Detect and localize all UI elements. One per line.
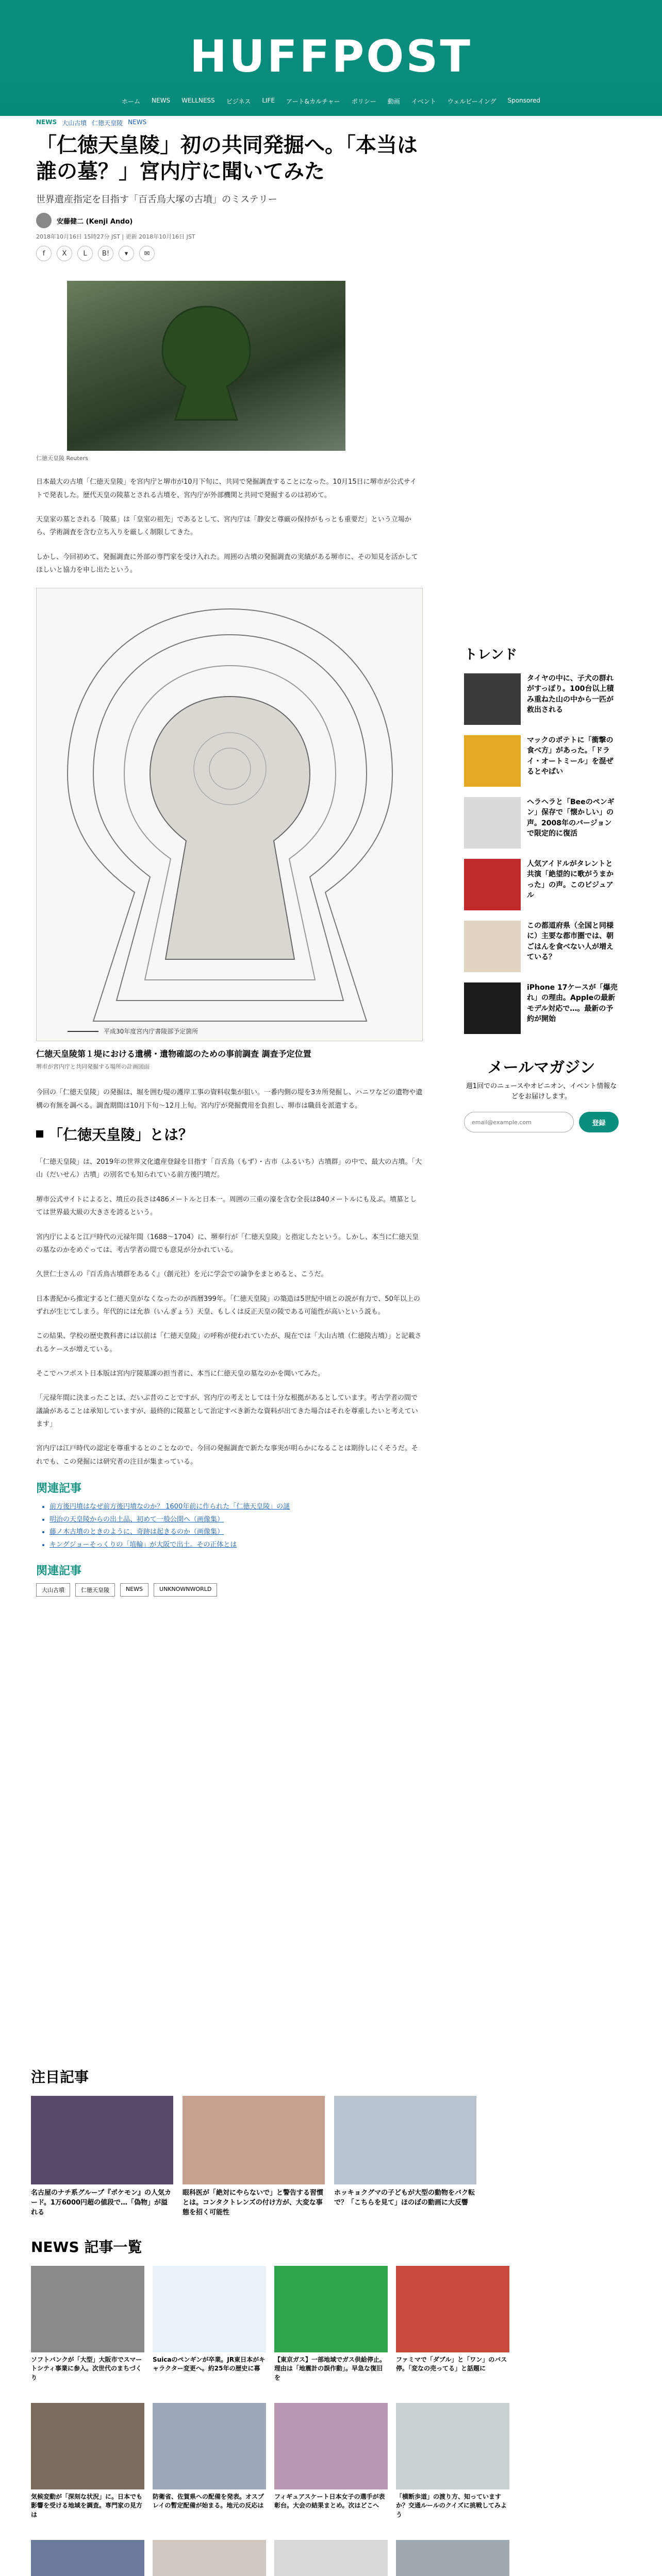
- trend-list: [464, 673, 619, 1034]
- news-card[interactable]: [396, 2540, 509, 2576]
- trend-title[interactable]: マックのポテトに「衝撃の食べ方」があった。「ドライ・オートミール」を混ぜるとやばい: [527, 736, 614, 776]
- nav-item[interactable]: LIFE: [262, 97, 275, 104]
- photo-caption: 仁徳天皇陵 Reuters: [36, 455, 88, 462]
- paragraph: 宮内庁によると江戸時代の元禄年間（1688〜1704）に、堺奉行が「仁徳天皇陵」と指定したという。しかし、本当に仁徳天皇の墓なのかをめぐっては、考古学者の間でも意見が分かれている。: [36, 1233, 419, 1254]
- news-title[interactable]: ファミマで「ダブル」と「ワン」のバス停。「変なの売ってる」と話題に: [396, 2356, 507, 2372]
- news-title[interactable]: 防衛省、佐賀県への配備を発表。オスプレイの暫定配備が始まる。地元の反応は: [153, 2493, 264, 2510]
- hatena-icon[interactable]: B!: [98, 246, 113, 261]
- featured-title[interactable]: 眼科医が「絶対にやらないで」と警告する習慣とは。コンタクトレンズの付け方が、大変な事態を招く可能性: [183, 2189, 324, 2216]
- crumb[interactable]: 大山古墳: [62, 120, 87, 127]
- crumb[interactable]: NEWS: [128, 118, 147, 126]
- news-card[interactable]: [153, 2266, 266, 2392]
- news-title[interactable]: [518, 2493, 631, 2529]
- newsletter-heading: メールマガジン: [487, 1059, 595, 1077]
- featured-card[interactable]: [31, 2096, 173, 2218]
- trend-title[interactable]: タイヤの中に、子犬の群れがすっぽり。100台以上積み重ねた山の中から一匹が救出される: [527, 674, 614, 714]
- paragraph: この結果、学校の歴史教科書には以前は「仁徳天皇陵」の呼称が使われていたが、現在では「大山古墳（仁徳陵古墳）」と記載されるケースが増えている。: [36, 1332, 422, 1353]
- article-subtitle: 世界遺産指定を目指す「百舌鳥大塚の古墳」のミステリー: [36, 194, 277, 206]
- newsletter-form: [464, 1112, 619, 1132]
- breadcrumb: [36, 118, 423, 127]
- crumb[interactable]: 仁徳天皇陵: [92, 120, 123, 127]
- news-grid: [31, 2266, 631, 2576]
- news-image[interactable]: [31, 2403, 144, 2489]
- featured-heading: 注目記事: [31, 2069, 89, 2086]
- news-title[interactable]: ソフトバンクが「大型」大阪市でスマートシティ事業に参入。次世代のまちづくり: [31, 2356, 142, 2381]
- featured-section: [31, 2066, 631, 2218]
- tags-heading: 関連記事: [36, 1564, 82, 1578]
- news-card[interactable]: [31, 2266, 144, 2392]
- featured-image[interactable]: [486, 2096, 628, 2184]
- tag[interactable]: NEWS: [120, 1583, 148, 1597]
- drawing-caption: 仁徳天皇陵第１堤における遺構・遺物確認のための事前調査 調査予定位置: [36, 1049, 311, 1059]
- news-image[interactable]: [396, 2540, 509, 2576]
- news-image[interactable]: [274, 2403, 388, 2489]
- news-image[interactable]: [518, 2403, 631, 2489]
- article-main: [36, 118, 423, 1614]
- featured-card[interactable]: [334, 2096, 476, 2218]
- mail-icon[interactable]: ✉: [139, 246, 155, 261]
- nav-item[interactable]: ウェルビーイング: [447, 98, 496, 105]
- news-card[interactable]: [518, 2403, 631, 2529]
- author-name[interactable]: 安藤健二 (Kenji Ando): [57, 217, 133, 226]
- tag[interactable]: UNKNOWNWORLD: [154, 1583, 217, 1597]
- paragraph: 宮内庁は江戸時代の認定を尊重するとのことなので、今回の発掘調査で新たな事実が明らかになることは期待しにくそうだ。それでも、この発掘には研究者の注目が集まっている。: [36, 1445, 418, 1466]
- related-heading: 関連記事: [36, 1482, 82, 1495]
- drawing-credit: 堺市が宮内庁と共同発掘する場所の計画図面: [36, 1063, 150, 1071]
- news-image[interactable]: [31, 2266, 144, 2352]
- paragraph: 「仁徳天皇陵」は、2019年の世界文化遺産登録を目指す「百舌鳥（もず）・古市（ふるいち）古墳群」の中で、最大の古墳。「大山（だいせん）古墳」の別名でも知られている前方後円墳だ。: [36, 1158, 422, 1179]
- news-card[interactable]: [396, 2266, 509, 2392]
- paragraph: そこでハフポスト日本版は宮内庁陵墓課の担当者に、本当に仁徳天皇の墓なのかを聞いてみた。: [36, 1369, 325, 1378]
- pocket-icon[interactable]: ▾: [119, 246, 134, 261]
- trend-thumbnail[interactable]: [464, 982, 521, 1034]
- paragraph: 堺市公式サイトによると、墳丘の長さは486メートルと日本一。周囲の三重の濠を含む全長は840メートルにも及ぶ。墳墓としては世界最大級の大きさを誇るという。: [36, 1195, 417, 1217]
- trend-thumbnail[interactable]: [464, 921, 521, 972]
- news-image[interactable]: [31, 2540, 144, 2576]
- tag[interactable]: 大山古墳: [36, 1583, 70, 1597]
- nav-item[interactable]: ホーム: [122, 98, 141, 105]
- share-bar: [36, 246, 423, 261]
- subscribe-button[interactable]: 登録: [579, 1112, 619, 1132]
- news-heading: NEWS 記事一覧: [31, 2239, 142, 2256]
- news-image[interactable]: [396, 2403, 509, 2489]
- tag[interactable]: 仁徳天皇陵: [75, 1583, 115, 1597]
- trend-title[interactable]: 人気アイドルがタレントと共演「絶望的に歌がうまかった」の声。このビジュアル: [527, 860, 614, 900]
- trend-item[interactable]: [464, 859, 619, 910]
- tag-list: [36, 1583, 423, 1597]
- x-icon[interactable]: X: [57, 246, 72, 261]
- trend-item[interactable]: [464, 797, 619, 849]
- newsletter-description: 週1回でのニュースやオピニオン、イベント情報などをお届けします。: [466, 1082, 617, 1100]
- nav-item[interactable]: イベント: [411, 98, 436, 105]
- featured-grid: [31, 2096, 631, 2218]
- survey-drawing: [36, 588, 423, 1041]
- news-card[interactable]: [274, 2403, 388, 2529]
- keyhole-plan-drawing: [37, 588, 423, 1042]
- news-card[interactable]: [153, 2540, 266, 2576]
- nav-item[interactable]: WELLNESS: [181, 97, 215, 104]
- article-dates: 2018年10月16日 15時27分 JST | 更新 2018年10月16日 JST: [36, 233, 195, 241]
- news-image[interactable]: [153, 2540, 266, 2576]
- keyhole-mound-image: [155, 301, 258, 425]
- byline: [36, 213, 423, 228]
- news-title[interactable]: [518, 2355, 631, 2392]
- trend-heading: トレンド: [464, 647, 518, 663]
- line-icon[interactable]: L: [77, 246, 93, 261]
- featured-image[interactable]: [334, 2096, 476, 2184]
- paragraph: 日本書紀から推定すると仁徳天皇がなくなったのが西暦399年。「仁徳天皇陵」の築造は5世紀中頃との説が有力で、50年以上のずれが生じてしまう。年代的には允恭（いんぎょう）天皇、もしくは反正天皇の陵である可能性が高いという説も。: [36, 1295, 420, 1316]
- trend-item[interactable]: [464, 673, 619, 725]
- trend-title[interactable]: iPhone 17ケースが「爆売れ」の理由。Appleの最新モデル対応で…。最新の予約が開始: [527, 984, 618, 1023]
- news-title[interactable]: 【東京ガス】一部地域でガス供給停止。理由は「地震計の誤作動」。早急な復旧を: [274, 2356, 386, 2381]
- facebook-icon[interactable]: f: [36, 246, 52, 261]
- paragraph: 「元禄年間に決まったことは、だいぶ昔のことですが、宮内庁の考えとしては十分な根拠があるとしています。考古学者の間で議論があることは承知していますが、最終的に陵墓として治定すべき新たな資料が出てきた場合はそれを尊重したいと考えています」: [36, 1394, 418, 1428]
- section-heading: 「仁徳天皇陵」とは？: [36, 1124, 423, 1144]
- crumb[interactable]: NEWS: [36, 118, 57, 126]
- nav-item[interactable]: ビジネス: [226, 98, 251, 105]
- drawing-legend: 平成30年度宮内庁書陵部予定箇所: [104, 1028, 198, 1036]
- aerial-photo: [67, 281, 345, 451]
- news-card[interactable]: [31, 2403, 144, 2529]
- article-title: 「仁徳天皇陵」初の共同発掘へ。「本当は誰の墓？」宮内庁に聞いてみた: [36, 133, 418, 184]
- trend-thumbnail[interactable]: [464, 673, 521, 725]
- news-title[interactable]: Suicaのペンギンが卒業。JR東日本がキャラクター変更へ。約25年の歴史に幕: [153, 2356, 266, 2372]
- sidebar: [464, 644, 619, 1132]
- news-title[interactable]: フィギュアスケート日本女子の選手が表彰台。大会の結果まとめ。次はどこへ: [274, 2493, 385, 2510]
- featured-image[interactable]: [31, 2096, 173, 2184]
- related-list: [36, 1501, 423, 1552]
- paragraph: 天皇家の墓とされる「陵墓」は「皇室の祖先」であるとして、宮内庁は「静安と尊厳の保持がもっとも重要だ」という立場から、学術調査を含む立ち入りを厳しく制限してきた。: [36, 516, 411, 537]
- paragraph: 日本最大の古墳「仁徳天皇陵」を宮内庁と堺市が10月下旬に、共同で発掘調査することになった。10月15日に堺市が公式サイトで発表した。歴代天皇の陵墓とされる古墳を、宮内庁が外部機関と共同で発掘するのは初めて。: [36, 478, 417, 499]
- trend-thumbnail[interactable]: [464, 797, 521, 849]
- news-card[interactable]: [31, 2540, 144, 2576]
- trend-item[interactable]: [464, 735, 619, 787]
- trend-item[interactable]: [464, 921, 619, 972]
- related-link[interactable]: • 明治の天皇陵からの出土品、初めて一般公開へ（画像集）: [49, 1514, 423, 1527]
- trend-item[interactable]: [464, 982, 619, 1034]
- trend-thumbnail[interactable]: [464, 859, 521, 910]
- featured-card[interactable]: [183, 2096, 325, 2218]
- related-link[interactable]: • 藤ノ木古墳のときのように、奇跡は起きるのか（画像集）: [49, 1526, 423, 1539]
- news-image[interactable]: [396, 2266, 509, 2352]
- trend-thumbnail[interactable]: [464, 735, 521, 787]
- nav-item[interactable]: アート&カルチャー: [286, 98, 340, 105]
- featured-title[interactable]: 名古屋のナチ系グループ『ポケモン』の人気カード。1万6000円超の値段で…「偽物」が溢れる: [31, 2189, 171, 2216]
- paragraph: しかし、今回初めて、発掘調査に外部の専門家を受け入れた。周囲の古墳の発掘調査の実績がある堺市に、その知見を活かしてほしいと協力を申し出たという。: [36, 553, 418, 574]
- news-card[interactable]: [274, 2266, 388, 2392]
- news-image[interactable]: [153, 2403, 266, 2489]
- trend-title[interactable]: この都道府県（全国と同様に）主要な都市圏では、朝ごはんを食べない人が増えている？: [527, 922, 614, 961]
- paragraph: 久世仁士さんの『百舌鳥古墳群をあるく』（創元社）を元に学会での論争をまとめると、こうだ。: [36, 1270, 328, 1279]
- featured-image[interactable]: [183, 2096, 325, 2184]
- main-nav: [0, 97, 662, 106]
- news-card[interactable]: [153, 2403, 266, 2529]
- related-link[interactable]: • 前方後円墳はなぜ前方後円墳なのか？ 1600年前に作られた「仁徳天皇陵」の謎: [49, 1501, 423, 1514]
- featured-title[interactable]: ホッキョクグマの子どもが大型の動物をバク転で？「こちらを見て」ほのぼの動画に大反響: [334, 2189, 475, 2207]
- news-title[interactable]: 「横断歩道」の渡り方、知っていますか？交通ルールのクイズに挑戦してみよう: [396, 2493, 507, 2518]
- news-section: [31, 2236, 631, 2576]
- related-link[interactable]: • キングジョーそっくりの「埴輪」が大阪で出土。その正体とは: [49, 1539, 423, 1552]
- author-avatar[interactable]: [36, 213, 52, 228]
- paragraph: 今回の「仁徳天皇陵」の発掘は、堀を囲む堤の護岸工事の資料収集が狙い。一番内側の堤を3カ所発掘し、ハニワなどの遺物や遺構の有無を調べる。調査期間は10月下旬〜12月上旬。宮内庁が発掘費用を負担し、堺市は職員を派遣する。: [36, 1089, 423, 1110]
- news-image[interactable]: [518, 2540, 631, 2576]
- nav-item[interactable]: 動画: [387, 98, 400, 105]
- nav-item[interactable]: NEWS: [152, 97, 171, 104]
- news-card[interactable]: [518, 2540, 631, 2576]
- news-card[interactable]: [518, 2266, 631, 2392]
- news-card[interactable]: [396, 2403, 509, 2529]
- nav-item[interactable]: Sponsored: [507, 97, 540, 104]
- email-field[interactable]: [464, 1112, 574, 1132]
- trend-title[interactable]: ヘラヘラと「Beeのペンギン」保存で「懐かしい」の声。2008年のバージョンで限定的に復活: [527, 798, 615, 838]
- news-title[interactable]: 気候変動が「深刻な状況」に。日本でも影響を受ける地域を調査。専門家の見方は: [31, 2493, 143, 2518]
- news-image[interactable]: [274, 2266, 388, 2352]
- news-image[interactable]: [153, 2266, 266, 2352]
- site-header: [0, 0, 662, 116]
- news-image[interactable]: [274, 2540, 388, 2576]
- nav-item[interactable]: ポリシー: [351, 98, 376, 105]
- news-card[interactable]: [274, 2540, 388, 2576]
- news-image[interactable]: [518, 2266, 631, 2352]
- featured-card[interactable]: [486, 2096, 628, 2218]
- site-logo[interactable]: HUFFPOST: [189, 31, 473, 82]
